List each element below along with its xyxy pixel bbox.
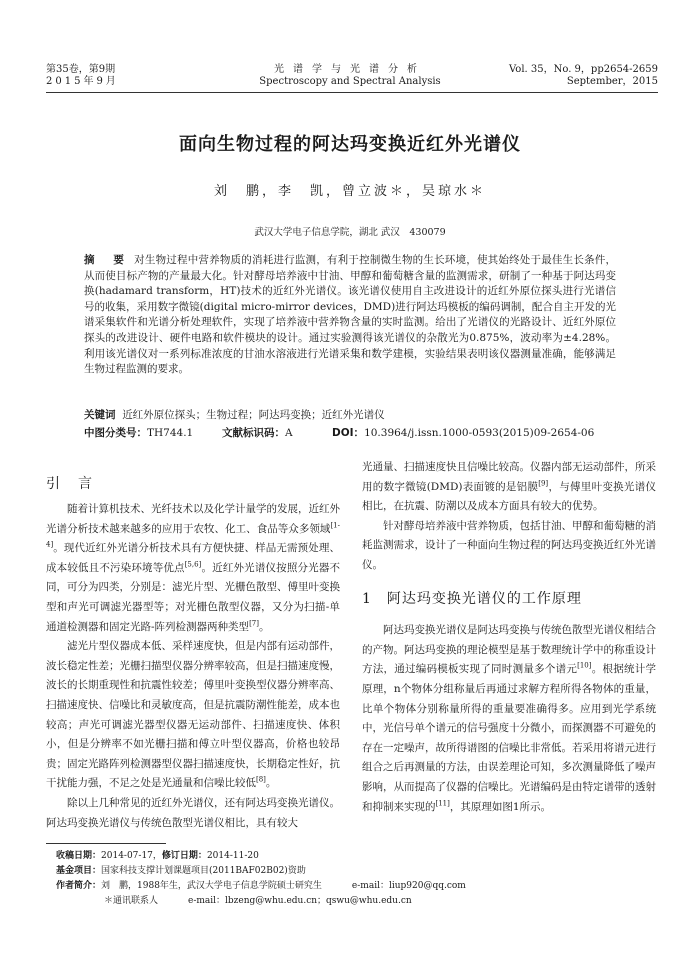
footnote-rule	[46, 843, 166, 844]
keywords-text: 近红外原位探头；生物过程；阿达玛变换；近红外光谱仪	[122, 409, 385, 421]
doi-value: 10.3964/j.issn.1000-0593(2015)09-2654-06	[364, 427, 595, 439]
right-column	[362, 458, 656, 817]
vol-pages: Vol. 35，No. 9，pp2654-2659	[509, 64, 658, 75]
received-label: 收稿日期：	[56, 851, 102, 861]
classification-line	[84, 425, 644, 440]
footnote-author-bio	[56, 879, 466, 893]
doi-label: DOI：	[332, 427, 365, 439]
fund-value: 国家科技支撑计划课题项目(2011BAF02B02)资助	[101, 866, 306, 876]
text-run: 。	[258, 620, 270, 633]
left-column	[46, 500, 340, 833]
volume-issue: 第35卷，第9期	[46, 64, 116, 75]
author-list: 刘 鹏，李 凯，曾立波＊，吴琼水＊	[213, 184, 486, 199]
footnote-corresponding	[104, 894, 412, 908]
journal-page-info	[509, 64, 658, 88]
month-year: September，2015	[566, 76, 658, 87]
journal-name-cn: 光谱学与光谱分析	[274, 64, 426, 75]
intro-heading: 引言	[46, 476, 110, 492]
doc-code	[222, 425, 293, 440]
citation: [11]	[435, 799, 450, 807]
text-run: 光通量、扫描速度快且信噪比较高。仪器内部无运动部件，所采用的数字微镜(DMD)表面镀的是铝膜	[362, 461, 656, 493]
citation: [7]	[249, 619, 259, 628]
clc-code	[84, 427, 193, 439]
text-run: 。现代近红外光谱分析技术具有方便快捷、样品无需预处理、成本较低且不污染环境等优点	[46, 542, 340, 574]
keywords-label: 关键词	[84, 409, 116, 421]
doc-value: A	[285, 427, 293, 439]
section-1-heading: 1 阿达玛变换光谱仪的工作原理	[362, 590, 582, 607]
citation: [1-4]	[46, 521, 340, 549]
text-run: 随着计算机技术、光纤技术以及化学计量学的发展，近红外光谱分析技术越来越多的应用于农牧、化工、食品等众多领域	[46, 503, 340, 535]
received-date: 2014-07-17，	[101, 851, 162, 861]
journal-name-en: Spectroscopy and Spectral Analysis	[259, 76, 441, 87]
doc-label: 文献标识码：	[222, 427, 285, 439]
bio-label: 作者简介：	[56, 881, 102, 891]
abstract-label: 摘 要	[84, 254, 129, 266]
citation: [9]	[538, 479, 549, 488]
fund-label: 基金项目：	[56, 866, 102, 876]
intro-paragraph-2	[46, 637, 340, 794]
text-run: ，与傅里叶变换光谱仪相比，在抗震、防潮以及成本方面具有较大的优势。	[362, 480, 657, 513]
header-rule	[46, 92, 658, 93]
citation: [5,6]	[184, 560, 202, 569]
citation: [8]	[256, 775, 266, 784]
footnote-fund	[56, 864, 306, 878]
right-paragraph-1	[362, 458, 656, 517]
revised-date: 2014-11-20	[206, 851, 259, 861]
text-run: 滤光片型仪器成本低、采样速度快，但是内部有运动部件，波长稳定性差；光栅扫描型仪器分辨率较高，但是扫描速度慢，波长的长期重现性和抗震性较差；傅里叶变换型仪器分辨率高、扫描速度快、信噪比和灵敏度高，但是抗震防潮性能差，成本也较高；声光可调滤光器型仪器无运动部件、扫描速度快、体积小，但是分辨率不如光栅扫描和傅立叶型仪器高，价格也较昂贵；固定光路阵列检测器型仪器扫描速度快，长期稳定性好，抗干扰能力强，不足之处是光通量和信噪比较低	[46, 640, 340, 790]
clc-value: TH744.1	[147, 427, 194, 439]
citation: [10]	[577, 661, 592, 670]
corresponding-label: ＊通讯联系人	[104, 896, 159, 906]
text-run: ，其原理如图1所示。	[449, 800, 552, 813]
text-run: 。	[265, 777, 277, 790]
corresponding-emails: e-mail：lbzeng@whu.edu.cn；qswu@whu.edu.cn	[188, 896, 412, 906]
abstract	[84, 253, 616, 378]
intro-paragraph-3: 除以上几种常见的近红外光谱仪，还有阿达玛变换光谱仪。阿达玛变换光谱仪与传统色散型光谱仪相比，具有较大	[46, 796, 340, 829]
bio-value: 刘 鹏，1988年生，武汉大学电子信息学院硕士研究生	[101, 881, 322, 891]
revised-label: 修订日期：	[161, 851, 207, 861]
issue-date: 2015年9月	[46, 76, 119, 87]
clc-label: 中图分类号：	[84, 427, 147, 439]
text-run: 。根据统计学原理，n个物体分组称量后再通过求解方程所得各物体的重量，比单个物体分别称量所得的重量要准确得多。应用到光学系统中，光信号单个谱元的信号强度十分微小，而探测器不可避免的存在一定噪声，故所得谱图的信噪比非常低。若采用将谱元进行组合之后再测量的方法，由误差理论可知，多次测量降低了噪声影响，从而提高了仪器的信噪比。光谱编码是由特定谱带的透射和抑制来实现的	[362, 663, 657, 813]
author-email: e-mail：liup920@qq.com	[351, 881, 466, 891]
keywords-line	[84, 407, 644, 422]
footnote-dates	[56, 849, 259, 863]
right-paragraph-2: 针对酵母培养液中营养物质，包括甘油、甲醇和葡萄糖的消耗监测需求，设计了一种面向生物过程的阿达玛变换近红外光谱仪。	[362, 519, 656, 571]
abstract-text: 对生物过程中营养物质的消耗进行监测，有利于控制微生物的生长环境，使其始终处于最佳生长条件，从而使目标产物的产量最大化。针对酵母培养液中甘油、甲醇和葡萄糖含量的监测需求，研制了一种基于阿达玛变换(hadamard transform，HT)技术的近红外光谱仪。该光谱仪使用自主改进设计的近红外原位探头进行光谱信号的收集，采用数字微镜(digital micro-mirror devices，DMD)进行阿达玛模板的编码调制，配合自主开发的光谱采集软件和光谱分析处理软件，实现了培养液中营养物含量的实时监测。给出了光谱仪的光路设计、近红外原位探头的改进设计、硬件电路和软件模块的设计。通过实验测得该光谱仪的杂散光为0.875%，波动率为±4.28%。利用该光谱仪对一系列标准浓度的甘油水溶液进行光谱采集和数学建模，实验结果表明该仪器测量准确，能够满足生物过程监测的要求。	[84, 254, 617, 376]
right-paragraph-3	[362, 621, 656, 817]
affiliation: 武汉大学电子信息学院，湖北 武汉 430079	[254, 227, 446, 238]
doi	[332, 425, 594, 440]
intro-paragraph-1	[46, 500, 340, 637]
text-run: 。近红外光谱仪按照分光器不同，可分为四类，分别是：滤光片型、光栅色散型、傅里叶变换型和声光可调滤光器型等；对光栅色散型仪器，又分为扫描-单通道检测器和固定光路-阵列检测器两种类型	[46, 561, 341, 633]
text-run: 阿达玛变换光谱仪是阿达玛变换与传统色散型光谱仪相结合的产物。阿达玛变换的理论模型是基于数理统计学中的称重设计方法，通过编码模板实现了同时测量多个谱元	[362, 624, 656, 676]
paper-title: 面向生物过程的阿达玛变换近红外光谱仪	[179, 134, 521, 155]
